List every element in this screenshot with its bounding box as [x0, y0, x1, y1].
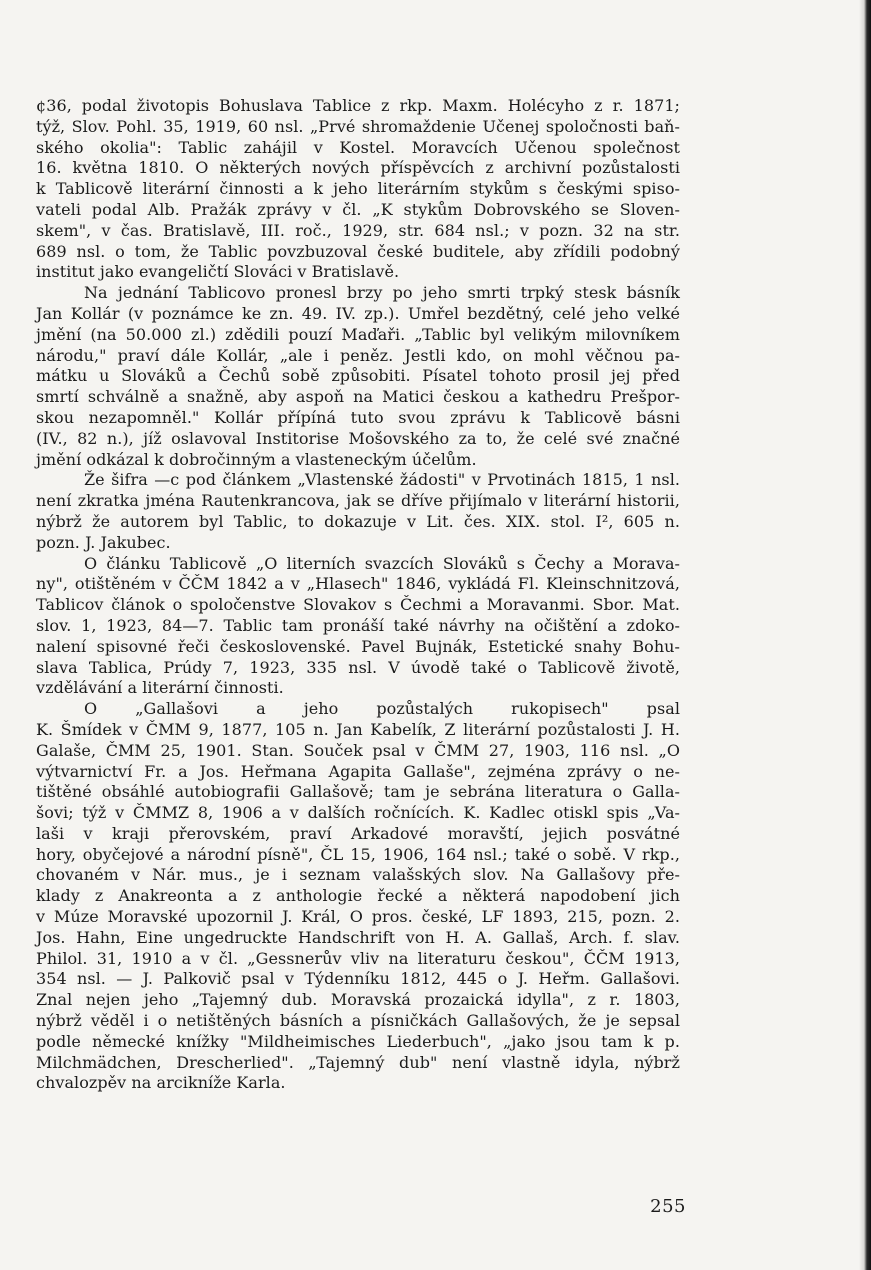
text-line: Philol. 31, 1910 a v čl. „Gessnerův vliv na literaturu českou", ČČM 1913, [36, 948, 680, 968]
text-line: K. Šmídek v ČMM 9, 1877, 105 n. Jan Kabelík, Z literární pozůstalosti J. H. [36, 719, 680, 739]
text-line: pozn. J. Jakubec. [36, 532, 171, 552]
text-line: jmění (na 50.000 zl.) zdědili pouzí Maďaři. „Tablic byl velikým milovníkem [36, 324, 680, 344]
text-line: vateli podal Alb. Pražák zprávy v čl. „K stykům Dobrovského se Sloven- [36, 199, 680, 219]
text-line: Galaše, ČMM 25, 1901. Stan. Souček psal v ČMM 27, 1903, 116 nsl. „O [36, 740, 680, 760]
page-number: 255 [650, 1196, 686, 1217]
paragraph-first-line: O „Gallašovi a jeho pozůstalých rukopisech" psal [84, 699, 680, 719]
text-line: hory, obyčejové a národní písně", ČL 15, 1906, 164 nsl.; také o sobě. V rkp., [36, 844, 680, 864]
scan-edge-shadow [859, 0, 871, 1270]
text-line: ny", otištěném v ČČM 1842 a v „Hlasech" 1846, vykládá Fl. Kleinschnitzová, [36, 574, 680, 594]
text-line: ského okolia": Tablic zahájil v Kostel. Moravcích Učenou společnost [36, 137, 680, 157]
text-line: Tablicov článok o spoločenstve Slovakov s Čechmi a Moravanmi. Sbor. Mat. [36, 595, 680, 615]
text-line: 689 nsl. o tom, že Tablic povzbuzoval české buditele, aby zřídili podobný [36, 241, 680, 261]
text-line: podle německé knížky "Mildheimisches Liederbuch", „jako jsou tam k p. [36, 1031, 680, 1051]
text-line: chvalozpěv na arcikníže Karla. [36, 1073, 286, 1093]
text-line: výtvarnictví Fr. a Jos. Heřmana Agapita Gallaše", zejména zprávy o ne- [36, 761, 680, 781]
text-line: tištěné obsáhlé autobiografii Gallašově; tam je sebrána literatura o Galla- [36, 782, 680, 802]
text-line: v Múze Moravské upozornil J. Král, O pros. české, LF 1893, 215, pozn. 2. [36, 907, 680, 927]
text-line: (IV., 82 n.), jíž oslavoval Institorise Mošovského za to, že celé své značné [36, 428, 680, 448]
text-line: 16. května 1810. O některých nových příspěvcích z archivní pozůstalosti [36, 158, 680, 178]
text-line: slava Tablica, Prúdy 7, 1923, 335 nsl. V úvodě také o Tablicově životě, [36, 657, 680, 677]
text-line: slov. 1, 1923, 84—7. Tablic tam pronáší také návrhy na očištění a zdoko- [36, 615, 680, 635]
paragraph-first-line: Na jednání Tablicovo pronesl brzy po jeho smrti trpký stesk básník [84, 283, 680, 303]
text-line: Milchmädchen, Drescherlied". „Tajemný dub" není vlastně idyla, nýbrž [36, 1052, 680, 1072]
text-line: 354 nsl. — J. Palkovič psal v Týdenníku 1812, 445 o J. Heřm. Gallašovi. [36, 969, 680, 989]
text-line: není zkratka jména Rautenkrancova, jak se dříve přijímalo v literární historii, [36, 491, 680, 511]
text-line: klady z Anakreonta a z anthologie řecké a některá napodobení jich [36, 886, 680, 906]
body-text [36, 96, 680, 1094]
text-line: Jos. Hahn, Eine ungedruckte Handschrift von H. A. Gallaš, Arch. f. slav. [36, 927, 680, 947]
text-line: nýbrž věděl i o netištěných básních a písničkách Gallašových, že je sepsal [36, 1011, 680, 1031]
text-line: ¢36, podal životopis Bohuslava Tablice z rkp. Maxm. Holécyho z r. 1871; [36, 96, 680, 115]
text-line: šovi; týž v ČMMZ 8, 1906 a v dalších ročnících. K. Kadlec otiskl spis „Va- [36, 803, 680, 823]
text-line: Znal nejen jeho „Tajemný dub. Moravská prozaická idylla", z r. 1803, [36, 990, 680, 1010]
text-line: skem", v čas. Bratislavě, III. roč., 1929, str. 684 nsl.; v pozn. 32 na str. [36, 220, 680, 240]
text-line: chovaném v Nár. mus., je i seznam valašských slov. Na Gallašovy pře- [36, 865, 680, 885]
paragraph-first-line: O článku Tablicově „O literních svazcích Slováků s Čechy a Morava- [84, 553, 680, 573]
text-line: skou nezapomněl." Kollár přípíná tuto svou zprávu k Tablicově básni [36, 407, 680, 427]
text-line: laši v kraji přerovském, praví Arkadové moravští, jejich posvátné [36, 823, 680, 843]
text-line: Jan Kollár (v poznámce ke zn. 49. IV. zp.). Umřel bezdětný, celé jeho velké [36, 303, 680, 323]
text-line: smrtí schválně a snažně, aby aspoň na Matici českou a kathedru Prešpor- [36, 387, 680, 407]
text-line: nýbrž že autorem byl Tablic, to dokazuje v Lit. čes. XIX. stol. I², 605 n. [36, 511, 680, 531]
text-line: k Tablicově literární činnosti a k jeho literárním stykům s českými spiso- [36, 179, 680, 199]
text-line: týž, Slov. Pohl. 35, 1919, 60 nsl. „Prvé shromaždenie Učenej spoločnosti baň- [36, 116, 680, 136]
paragraph-first-line: Že šifra —c pod článkem „Vlastenské žádosti" v Prvotinách 1815, 1 nsl. [84, 470, 680, 490]
text-line: nalení spisovné řeči československé. Pavel Bujnák, Estetické snahy Bohu- [36, 636, 680, 656]
text-line: mátku u Slováků a Čechů sobě způsobiti. Písatel tohoto prosil jej před [36, 366, 680, 386]
text-line: jmění odkázal k dobročinným a vlasteneckým účelům. [36, 449, 477, 469]
text-line: národu," praví dále Kollár, „ale i peněz. Jestli kdo, on mohl věčnou pa- [36, 345, 680, 365]
text-line: institut jako evangeličtí Slováci v Bratislavě. [36, 262, 400, 282]
text-line: vzdělávání a literární činnosti. [36, 678, 284, 698]
